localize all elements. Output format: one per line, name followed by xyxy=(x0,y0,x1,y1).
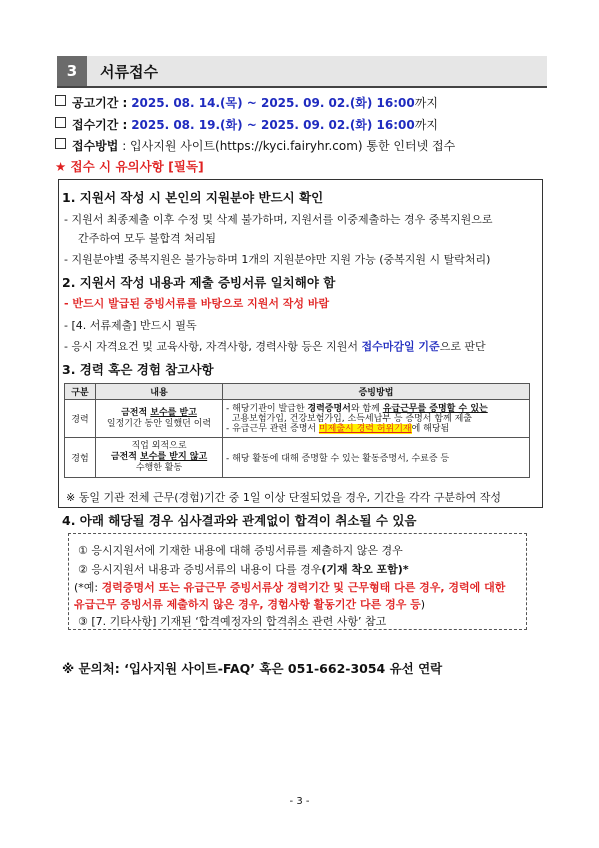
item4-title: 4. 아래 해당될 경우 심사결과와 관계없이 합격이 취소될 수 있음 xyxy=(62,513,417,528)
row-proof: - 해당기관이 발급한 경력증명서와 함께 유급근무를 증명할 수 있는 고용보험가입, 건강보험가입, 소득세납부 등 증명서 함께 제출 - 유급근무 관련 증명서 미제출시 경력 허위기재에 해당됨 xyxy=(223,400,530,438)
checkbox-icon xyxy=(55,95,66,106)
application-method: 접수방법 : 입사지원 사이트(https://kyci.fairyhr.com) 통한 인터넷 접수 xyxy=(55,137,455,154)
row-type: 경험 xyxy=(65,438,96,478)
case3: ③ [7. 기타사항] 기재된 ‘합격예정자의 합격취소 관련 사항’ 참고 xyxy=(78,615,387,628)
page-number: - 3 - xyxy=(289,796,310,807)
item3-title: 3. 경력 혹은 경험 참고사항 xyxy=(62,362,214,377)
application-period: 접수기간 : 2025. 08. 19.(화) ~ 2025. 09. 02.(화) 16:00까지 xyxy=(55,116,438,133)
case2-example-line2: 유급근무 증빙서류 제출하지 않은 경우, 경험사항 활동기간 다른 경우 등) xyxy=(74,598,426,611)
row-type: 경력 xyxy=(65,400,96,438)
item2-bullet3: - 응시 자격요건 및 교육사항, 자격사항, 경력사항 등은 지원서 접수마감일 기준으로 판단 xyxy=(64,340,486,353)
table-row xyxy=(65,438,530,478)
checkbox-icon xyxy=(55,117,66,128)
table-row xyxy=(65,400,530,438)
item2-bullet2: - [4. 서류제출] 반드시 필독 xyxy=(64,319,197,332)
item1-bullet2: - 지원분야별 중복지원은 불가능하며 1개의 지원분야만 지원 가능 (중복지원 시 탈락처리) xyxy=(64,253,491,266)
item1-bullet1: - 지원서 최종제출 이후 수정 및 삭제 불가하며, 지원서를 이중제출하는 경우 중복지원으로 xyxy=(64,213,493,226)
section-number: 3 xyxy=(57,56,87,86)
contact-info: ※ 문의처: ‘입사지원 사이트-FAQ’ 혹은 051-662-3054 유선 연락 xyxy=(62,661,443,676)
case1: ① 응시지원서에 기재한 내용에 대해 증빙서류를 제출하지 않은 경우 xyxy=(78,544,403,557)
checkbox-icon xyxy=(55,138,66,149)
item2-bullet1: - 반드시 발급된 증빙서류를 바탕으로 지원서 작성 바람 xyxy=(64,297,330,310)
item2-title: 2. 지원서 작성 내용과 제출 증빙서류 일치해야 함 xyxy=(62,275,336,290)
row-content: 직업 외적으로 금전적 보수를 받지 않고 수행한 활동 xyxy=(96,438,223,478)
notice-heading: ★ 접수 시 유의사항 [필독] xyxy=(55,159,204,174)
section-title: 서류접수 xyxy=(100,63,158,81)
row-proof: - 해당 활동에 대해 증명할 수 있는 활동증명서, 수료증 등 xyxy=(223,438,530,478)
table-header: 구분 xyxy=(65,384,96,400)
item3-note: ※ 동일 기관 전체 근무(경험)기간 중 1일 이상 단절되었을 경우, 기간을 각각 구분하여 작성 xyxy=(66,491,502,504)
announcement-period: 공고기간 : 2025. 08. 14.(목) ~ 2025. 09. 02.(화) 16:00까지 xyxy=(55,94,438,111)
table-header: 내용 xyxy=(96,384,223,400)
case2-example-line1: (*예: 경력증명서 또는 유급근무 증빙서류상 경력기간 및 근무형태 다른 경우, 경력에 대한 xyxy=(74,581,506,594)
career-reference-table xyxy=(64,383,530,478)
item1-bullet1-cont: 간주하여 모두 불합격 처리됨 xyxy=(78,232,217,245)
item1-title: 1. 지원서 작성 시 본인의 지원분야 반드시 확인 xyxy=(62,190,324,205)
row-content: 금전적 보수를 받고 일정기간 동안 일했던 이력 xyxy=(96,400,223,438)
table-header: 증빙방법 xyxy=(223,384,530,400)
case2: ② 응시지원서 내용과 증빙서류의 내용이 다를 경우(기재 착오 포함)* xyxy=(78,563,409,576)
